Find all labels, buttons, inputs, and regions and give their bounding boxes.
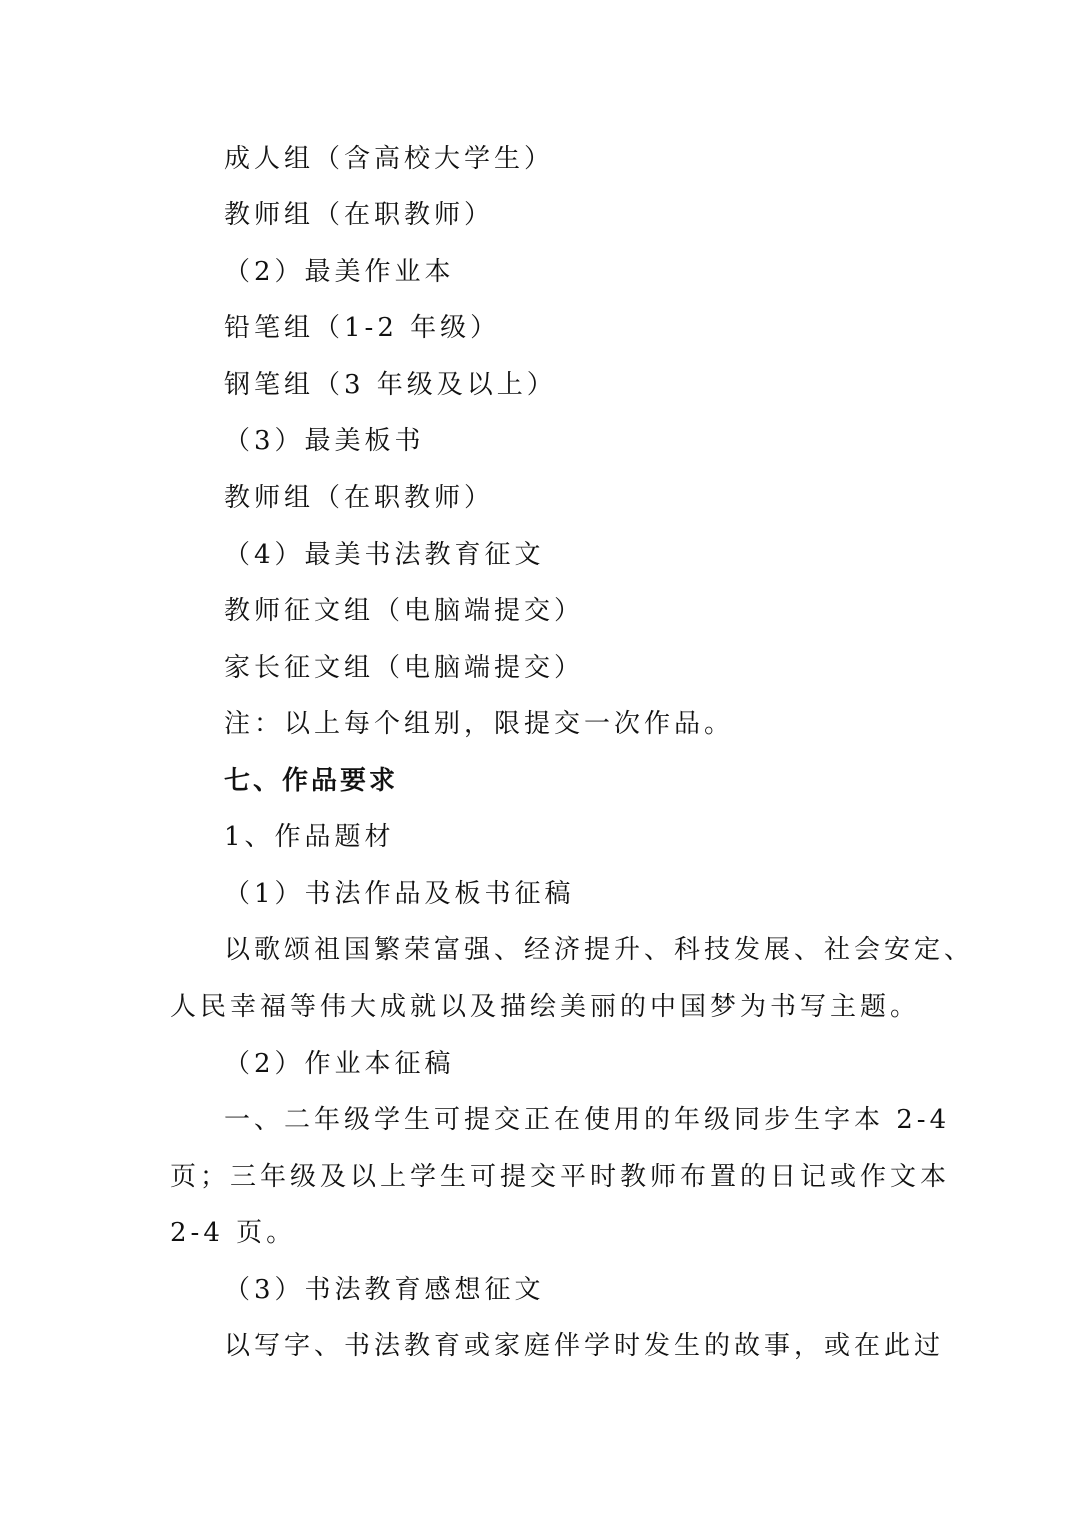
paragraph-line: 页；三年级及以上学生可提交平时教师布置的日记或作文本 [170, 1162, 951, 1192]
paragraph-line: 以歌颂祖国繁荣富强、经济提升、科技发展、社会安定、 [224, 935, 975, 965]
subsection-homework-submissions: （2）作业本征稿 [224, 1049, 455, 1079]
group-pencil: 铅笔组（1-2 年级） [224, 313, 501, 343]
group-teacher-essay: 教师征文组（电脑端提交） [224, 596, 585, 626]
paragraph-line: 人民幸福等伟大成就以及描绘美丽的中国梦为书写主题。 [170, 992, 921, 1022]
note: 注：以上每个组别，限提交一次作品。 [224, 709, 735, 739]
subsection-essay: （4）最美书法教育征文 [224, 540, 545, 570]
subsection-essay-topic: （3）书法教育感想征文 [224, 1275, 545, 1305]
group-parent-essay: 家长征文组（电脑端提交） [224, 653, 585, 683]
paragraph-line: 以写字、书法教育或家庭伴学时发生的故事，或在此过 [224, 1331, 945, 1361]
section-heading: 七、作品要求 [224, 766, 399, 796]
paragraph-line: 2-4 页。 [170, 1218, 297, 1248]
group-teacher-2: 教师组（在职教师） [224, 483, 495, 513]
paragraph-line: 一、二年级学生可提交正在使用的年级同步生字本 2-4 [224, 1105, 951, 1135]
subsection-calligraphy: （1）书法作品及板书征稿 [224, 879, 575, 909]
subsection-blackboard: （3）最美板书 [224, 426, 425, 456]
group-pen: 钢笔组（3 年级及以上） [224, 370, 557, 400]
subsection-homework: （2）最美作业本 [224, 257, 455, 287]
group-adult: 成人组（含高校大学生） [224, 144, 555, 174]
group-teacher: 教师组（在职教师） [224, 200, 495, 230]
item-heading: 1、作品题材 [224, 822, 395, 852]
